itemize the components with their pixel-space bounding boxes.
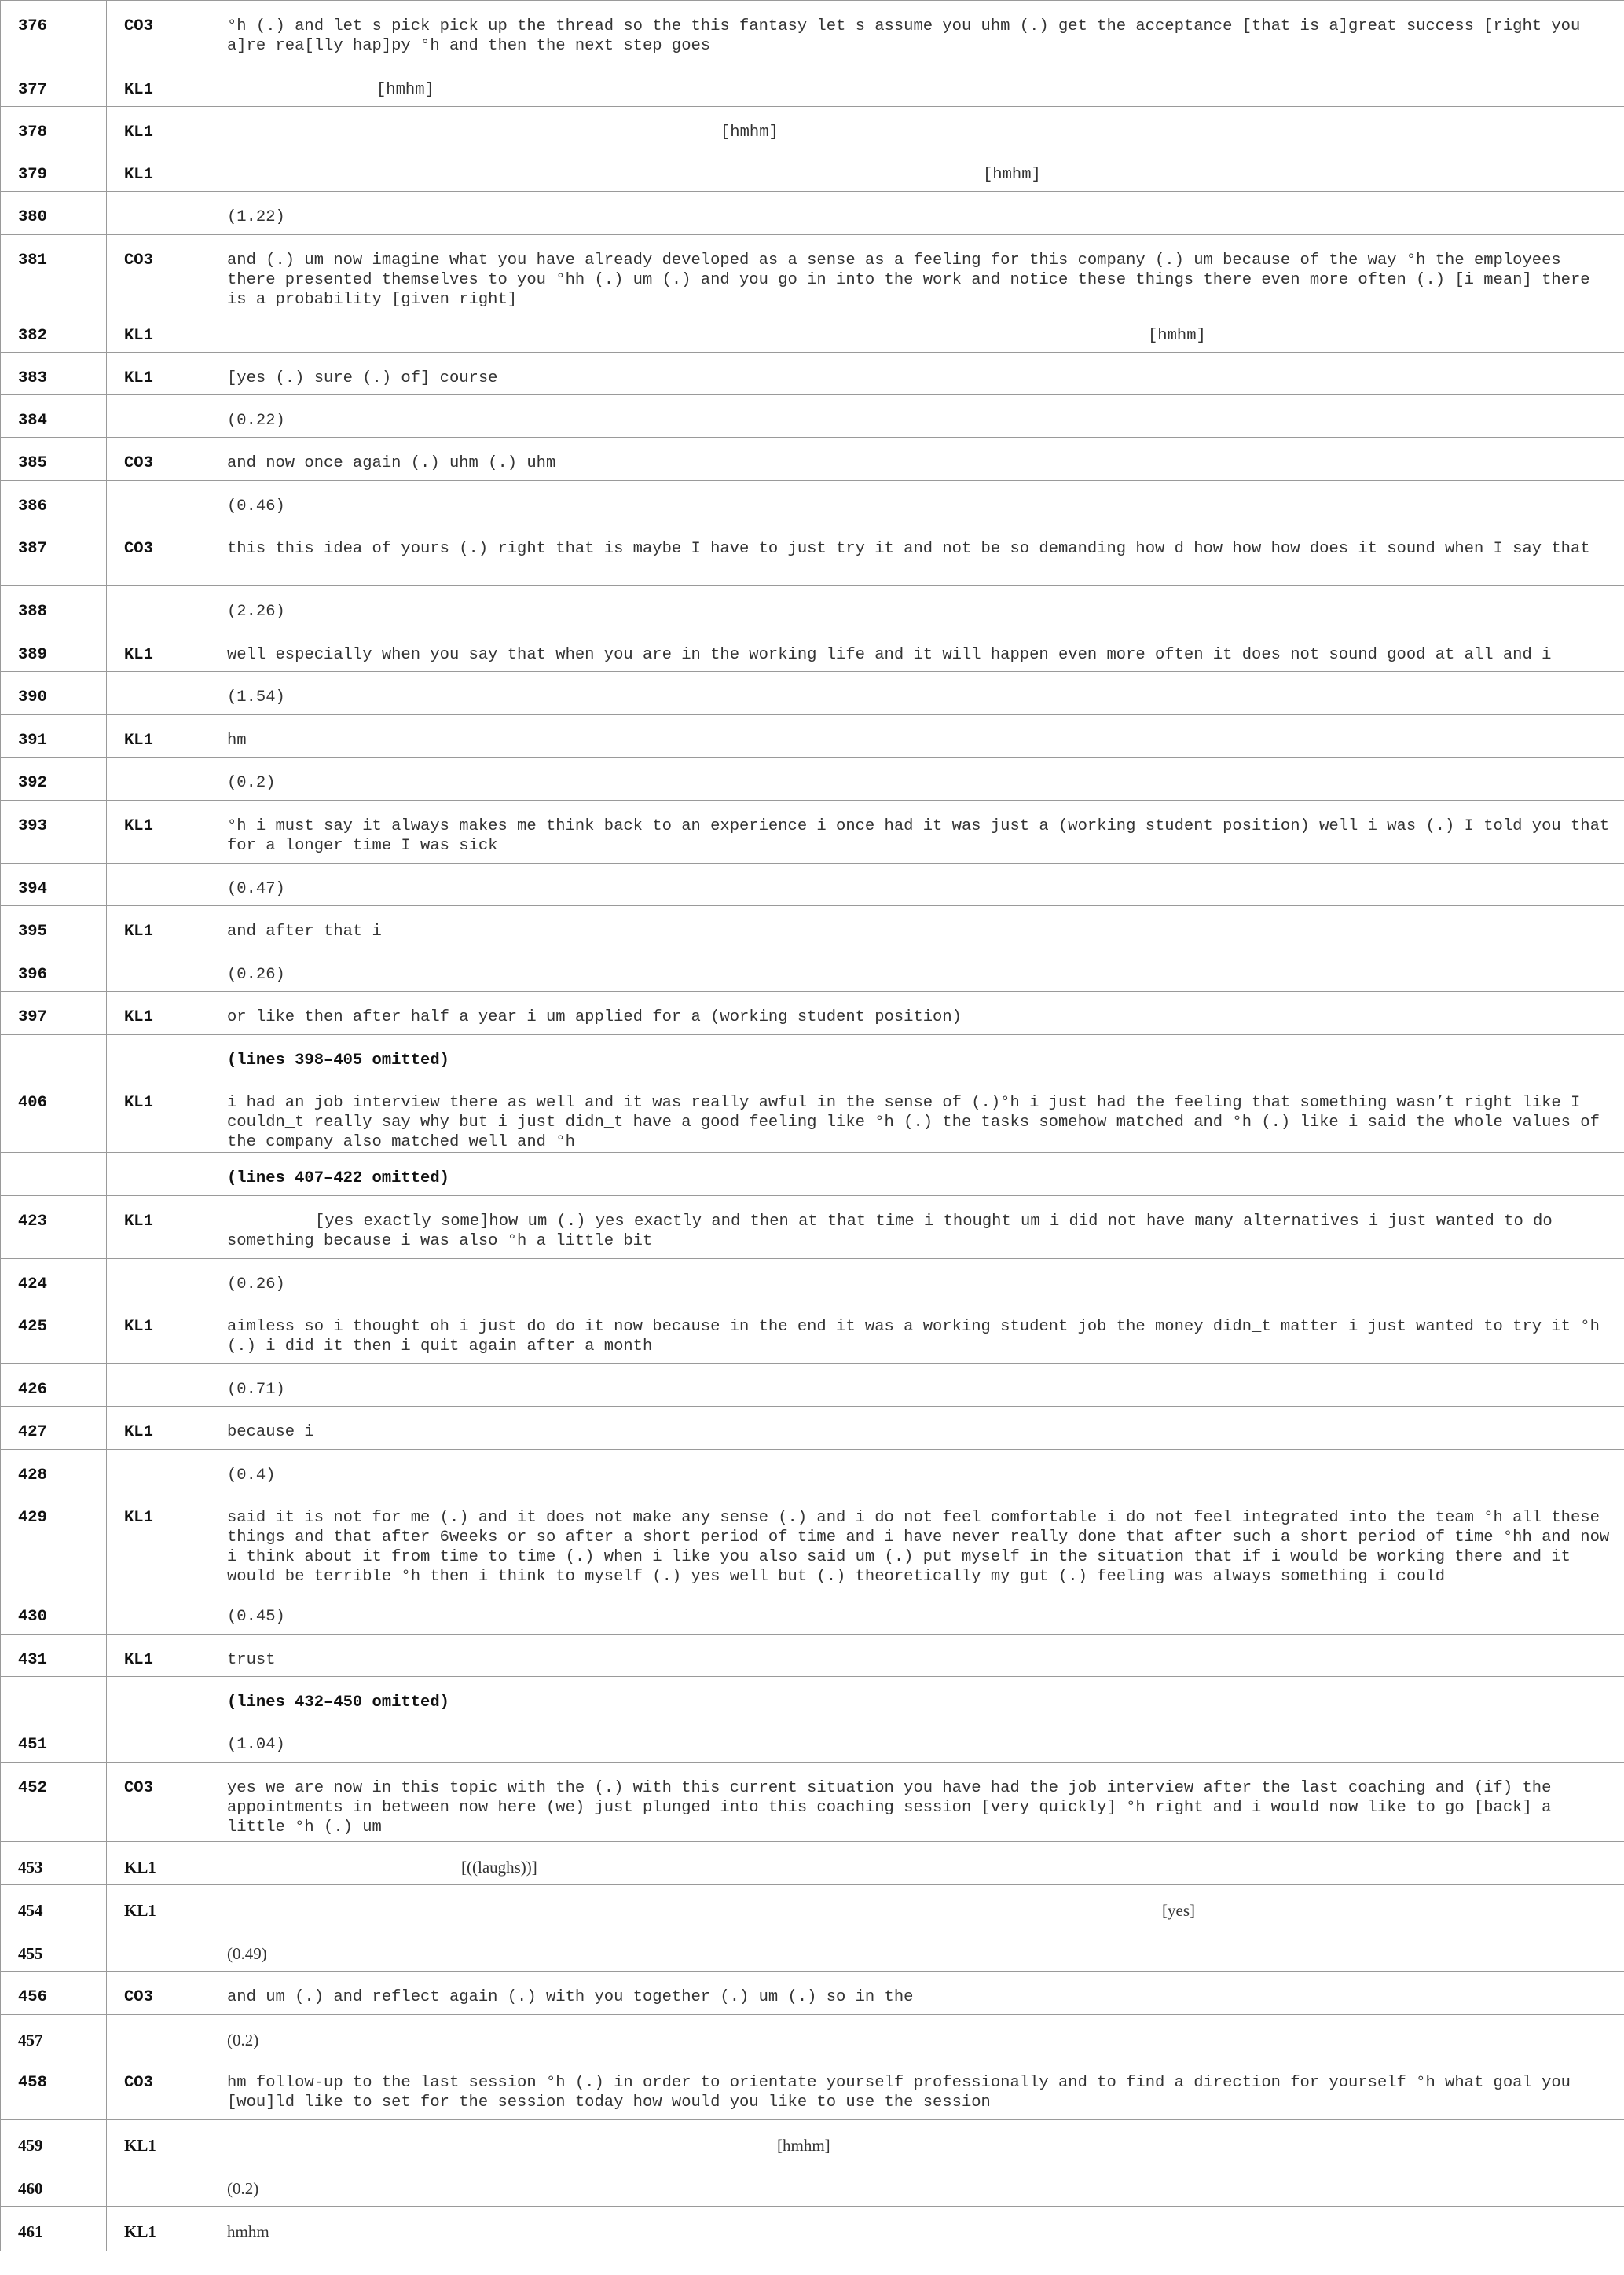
- line-number: 395: [1, 906, 107, 949]
- speaker-code: KL1: [107, 992, 211, 1035]
- speaker-code: KL1: [107, 310, 211, 353]
- line-number: 452: [1, 1763, 107, 1842]
- line-number: 460: [1, 2163, 107, 2207]
- utterance-text: (1.04): [211, 1719, 1624, 1763]
- speaker-code: KL1: [107, 1635, 211, 1677]
- transcript-row: [1, 192, 1624, 235]
- transcript-row: [1, 353, 1624, 395]
- transcript-row: [1, 1492, 1624, 1591]
- line-number: 392: [1, 758, 107, 801]
- utterance-text: (0.26): [211, 1259, 1624, 1301]
- speaker-code: CO3: [107, 1763, 211, 1842]
- transcript-row: [1, 1885, 1624, 1928]
- omission-row: [1, 1153, 1624, 1196]
- transcript-row: [1, 1635, 1624, 1677]
- transcript-row: [1, 310, 1624, 353]
- utterance-text: (0.4): [211, 1450, 1624, 1492]
- transcript-row: [1, 1928, 1624, 1972]
- utterance-text: i had an job interview there as well and it was really awful in the sense of (.)°h i just had the feeling that something wasn’t right like I couldn_t really say why but i just didn_t have a good feeling like °h (.) the tasks somehow matched and °h (.) like i said the whole values of the company also matched well and °h: [211, 1077, 1624, 1153]
- speaker-code: KL1: [107, 2207, 211, 2251]
- utterance-text: (0.22): [211, 395, 1624, 438]
- omission-note: (lines 407–422 omitted): [211, 1153, 1624, 1196]
- transcript-row: [1, 1972, 1624, 2015]
- speaker-code: CO3: [107, 1972, 211, 2015]
- line-number: 425: [1, 1301, 107, 1364]
- utterance-text: (0.2): [211, 2163, 1624, 2207]
- line-number: 376: [1, 1, 107, 64]
- line-number: 384: [1, 395, 107, 438]
- line-number: 453: [1, 1842, 107, 1885]
- utterance-text: (0.45): [211, 1591, 1624, 1635]
- line-number: 387: [1, 523, 107, 586]
- line-number: 459: [1, 2120, 107, 2163]
- transcript-row: [1, 523, 1624, 586]
- transcript-row: [1, 1077, 1624, 1153]
- speaker-code: KL1: [107, 629, 211, 672]
- speaker-code: KL1: [107, 2120, 211, 2163]
- line-number: 393: [1, 801, 107, 864]
- speaker-code: KL1: [107, 906, 211, 949]
- transcript-row: [1, 801, 1624, 864]
- transcript-row: [1, 1842, 1624, 1885]
- speaker-code: [107, 672, 211, 715]
- utterance-text: [hmhm]: [211, 107, 1624, 149]
- line-number: 424: [1, 1259, 107, 1301]
- line-number: 396: [1, 949, 107, 992]
- utterance-text: [hmhm]: [211, 2120, 1624, 2163]
- speaker-code: KL1: [107, 149, 211, 192]
- utterance-text: [hmhm]: [211, 310, 1624, 353]
- utterance-text: yes we are now in this topic with the (.) with this current situation you have had the job interview after the last coaching and (if) the appointments in between now here (we) just plunged into this coaching session [very quickly] °h right and i would now like to go [back] a little °h (.) um: [211, 1763, 1624, 1842]
- speaker-code: KL1: [107, 1842, 211, 1885]
- speaker-code: [107, 1677, 211, 1719]
- speaker-code: CO3: [107, 523, 211, 586]
- speaker-code: [107, 2015, 211, 2057]
- transcript-row: [1, 2057, 1624, 2120]
- transcript-row: [1, 2163, 1624, 2207]
- speaker-code: KL1: [107, 107, 211, 149]
- line-number: 461: [1, 2207, 107, 2251]
- speaker-code: [107, 395, 211, 438]
- line-number: 426: [1, 1364, 107, 1407]
- omission-note: (lines 432–450 omitted): [211, 1677, 1624, 1719]
- speaker-code: KL1: [107, 715, 211, 758]
- utterance-text: °h i must say it always makes me think back to an experience i once had it was just a (working student position) well i was (.) I told you that for a longer time I was sick: [211, 801, 1624, 864]
- line-number: 423: [1, 1196, 107, 1259]
- line-number: 454: [1, 1885, 107, 1928]
- transcript-row: [1, 438, 1624, 481]
- line-number: 431: [1, 1635, 107, 1677]
- utterance-text: aimless so i thought oh i just do do it now because in the end it was a working student job the money didn_t matter i just wanted to try it °h (.) i did it then i quit again after a month: [211, 1301, 1624, 1364]
- speaker-code: [107, 1450, 211, 1492]
- utterance-text: and after that i: [211, 906, 1624, 949]
- utterance-text: hm follow-up to the last session °h (.) in order to orientate yourself professionally and to find a direction for yourself °h what goal you [wou]ld like to set for the session today how would you like to use the session: [211, 2057, 1624, 2120]
- utterance-text: this this idea of yours (.) right that is maybe I have to just try it and not be so demanding how d how how how does it sound when I say that: [211, 523, 1624, 586]
- utterance-text: [yes]: [211, 1885, 1624, 1928]
- speaker-code: [107, 1035, 211, 1077]
- utterance-text: (0.2): [211, 758, 1624, 801]
- line-number: 458: [1, 2057, 107, 2120]
- line-number: 380: [1, 192, 107, 235]
- speaker-code: [107, 1259, 211, 1301]
- utterance-text: °h (.) and let_s pick pick up the thread so the this fantasy let_s assume you uhm (.) get the acceptance [that is a]great success [right you a]re rea[lly hap]py °h and then the next step goes: [211, 1, 1624, 64]
- speaker-code: [107, 1719, 211, 1763]
- line-number: [1, 1153, 107, 1196]
- line-number: 397: [1, 992, 107, 1035]
- transcript-row: [1, 949, 1624, 992]
- transcript-row: [1, 992, 1624, 1035]
- utterance-text: and (.) um now imagine what you have already developed as a sense as a feeling for this company (.) um because of the way °h the employees there presented themselves to you °hh (.) um (.) and you go in into the work and notice these things there even more often (.) [i mean] there is a probability [given right]: [211, 235, 1624, 310]
- utterance-text: (0.47): [211, 864, 1624, 906]
- speaker-code: [107, 949, 211, 992]
- transcript-row: [1, 395, 1624, 438]
- speaker-code: KL1: [107, 1196, 211, 1259]
- speaker-code: [107, 2163, 211, 2207]
- utterance-text: trust: [211, 1635, 1624, 1677]
- line-number: [1, 1677, 107, 1719]
- line-number: 388: [1, 586, 107, 629]
- line-number: 382: [1, 310, 107, 353]
- utterance-text: (0.49): [211, 1928, 1624, 1972]
- utterance-text: (1.54): [211, 672, 1624, 715]
- transcript-row: [1, 1301, 1624, 1364]
- speaker-code: KL1: [107, 1301, 211, 1364]
- line-number: 451: [1, 1719, 107, 1763]
- line-number: 386: [1, 481, 107, 523]
- speaker-code: [107, 758, 211, 801]
- speaker-code: [107, 1928, 211, 1972]
- line-number: 385: [1, 438, 107, 481]
- line-number: 383: [1, 353, 107, 395]
- speaker-code: KL1: [107, 64, 211, 107]
- utterance-text: hmhm: [211, 2207, 1624, 2251]
- speaker-code: KL1: [107, 801, 211, 864]
- omission-note: (lines 398–405 omitted): [211, 1035, 1624, 1077]
- transcript-row: [1, 2015, 1624, 2057]
- transcript-row: [1, 672, 1624, 715]
- line-number: 389: [1, 629, 107, 672]
- utterance-text: because i: [211, 1407, 1624, 1450]
- omission-row: [1, 1677, 1624, 1719]
- line-number: 457: [1, 2015, 107, 2057]
- speaker-code: CO3: [107, 2057, 211, 2120]
- speaker-code: [107, 864, 211, 906]
- transcript-row: [1, 235, 1624, 310]
- speaker-code: CO3: [107, 1, 211, 64]
- transcript-row: [1, 758, 1624, 801]
- transcript-row: [1, 1364, 1624, 1407]
- omission-row: [1, 1035, 1624, 1077]
- line-number: 455: [1, 1928, 107, 1972]
- utterance-text: (2.26): [211, 586, 1624, 629]
- utterance-text: [yes exactly some]how um (.) yes exactly and then at that time i thought um i did not have many alternatives i just wanted to do something because i was also °h a little bit: [211, 1196, 1624, 1259]
- transcript-row: [1, 629, 1624, 672]
- transcript-row: [1, 1591, 1624, 1635]
- utterance-text: (0.2): [211, 2015, 1624, 2057]
- transcript-row: [1, 1259, 1624, 1301]
- transcript-row: [1, 481, 1624, 523]
- transcript-row: [1, 1407, 1624, 1450]
- line-number: 428: [1, 1450, 107, 1492]
- line-number: 427: [1, 1407, 107, 1450]
- line-number: 429: [1, 1492, 107, 1591]
- utterance-text: and um (.) and reflect again (.) with you together (.) um (.) so in the: [211, 1972, 1624, 2015]
- transcript-row: [1, 715, 1624, 758]
- utterance-text: well especially when you say that when you are in the working life and it will happen even more often it does not sound good at all and i: [211, 629, 1624, 672]
- transcript-row: [1, 1719, 1624, 1763]
- line-number: 379: [1, 149, 107, 192]
- utterance-text: (1.22): [211, 192, 1624, 235]
- speaker-code: [107, 586, 211, 629]
- speaker-code: KL1: [107, 353, 211, 395]
- line-number: 406: [1, 1077, 107, 1153]
- utterance-text: [yes (.) sure (.) of] course: [211, 353, 1624, 395]
- transcript-row: [1, 864, 1624, 906]
- utterance-text: or like then after half a year i um applied for a (working student position): [211, 992, 1624, 1035]
- speaker-code: [107, 1153, 211, 1196]
- utterance-text: (0.46): [211, 481, 1624, 523]
- line-number: 430: [1, 1591, 107, 1635]
- speaker-code: [107, 1364, 211, 1407]
- utterance-text: [((laughs))]: [211, 1842, 1624, 1885]
- line-number: [1, 1035, 107, 1077]
- utterance-text: and now once again (.) uhm (.) uhm: [211, 438, 1624, 481]
- transcript-row: [1, 906, 1624, 949]
- transcript-row: [1, 1763, 1624, 1842]
- utterance-text: hm: [211, 715, 1624, 758]
- utterance-text: said it is not for me (.) and it does not make any sense (.) and i do not feel comfortable i do not feel integrated into the team °h all these things and that after 6weeks or so after a short period of time and i have never really done that after such a short period of time °hh and now i think about it from time to time (.) when i like you also said um (.) put myself in the situation that if i would be working there and it would be terrible °h then i think to myself (.) yes well but (.) theoretically my gut (.) feeling was always something i could: [211, 1492, 1624, 1591]
- transcript-row: [1, 64, 1624, 107]
- line-number: 381: [1, 235, 107, 310]
- transcript-row: [1, 2207, 1624, 2251]
- transcript-row: [1, 2120, 1624, 2163]
- utterance-text: (0.26): [211, 949, 1624, 992]
- speaker-code: [107, 192, 211, 235]
- utterance-text: [hmhm]: [211, 149, 1624, 192]
- utterance-text: (0.71): [211, 1364, 1624, 1407]
- line-number: 377: [1, 64, 107, 107]
- utterance-text: [hmhm]: [211, 64, 1624, 107]
- transcript-body: [1, 1, 1624, 2251]
- speaker-code: KL1: [107, 1885, 211, 1928]
- speaker-code: KL1: [107, 1077, 211, 1153]
- transcript-row: [1, 586, 1624, 629]
- speaker-code: KL1: [107, 1492, 211, 1591]
- transcript-row: [1, 107, 1624, 149]
- speaker-code: KL1: [107, 1407, 211, 1450]
- transcript-row: [1, 1, 1624, 64]
- line-number: 391: [1, 715, 107, 758]
- transcript-row: [1, 1450, 1624, 1492]
- speaker-code: [107, 481, 211, 523]
- line-number: 394: [1, 864, 107, 906]
- line-number: 390: [1, 672, 107, 715]
- speaker-code: CO3: [107, 438, 211, 481]
- line-number: 456: [1, 1972, 107, 2015]
- transcript-row: [1, 149, 1624, 192]
- transcript-row: [1, 1196, 1624, 1259]
- line-number: 378: [1, 107, 107, 149]
- speaker-code: CO3: [107, 235, 211, 310]
- speaker-code: [107, 1591, 211, 1635]
